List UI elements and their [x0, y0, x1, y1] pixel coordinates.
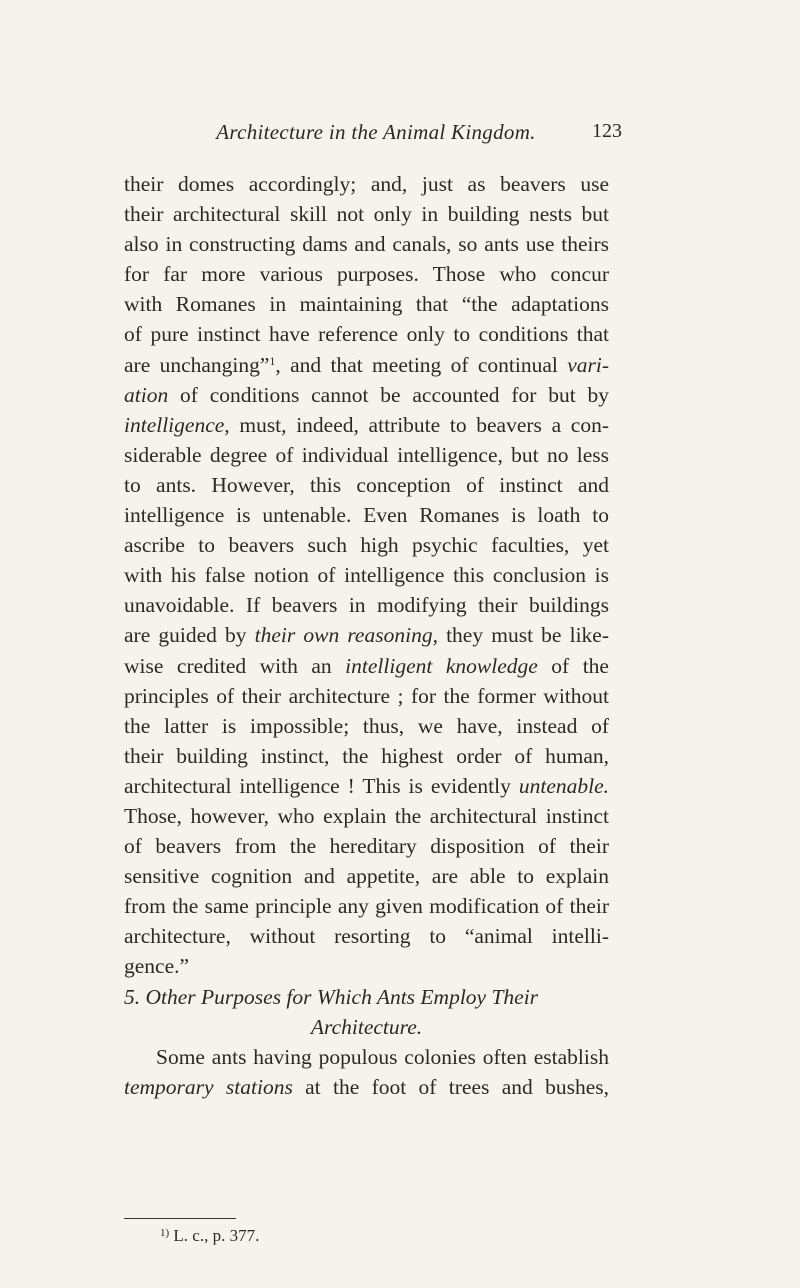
text-line: their architectural skill not only in building nests but [124, 202, 609, 227]
text-line: are guided by their own reasoning, they must be like- [124, 623, 609, 648]
footnote-reference: 1 [269, 353, 276, 368]
text-line: principles of their architecture ; for the former without [124, 683, 609, 708]
text-line: with his false notion of intelligence this conclusion is [124, 563, 609, 588]
text-line: to ants. However, this conception of instinct and [124, 472, 609, 497]
text-line: intelligence is untenable. Even Romanes is loath to [124, 503, 609, 528]
text-line: intelligence, must, indeed, attribute to beavers a con- [124, 412, 609, 437]
text-line: from the same principle any given modification of their [124, 894, 609, 919]
text-line: their building instinct, the highest order of human, [124, 743, 609, 768]
text-line: ation of conditions cannot be accounted for but by [124, 382, 609, 407]
text-line: the latter is impossible; thus, we have, instead of [124, 713, 609, 738]
text-line: sensitive cognition and appetite, are able to explain [124, 864, 609, 889]
text-line: unavoidable. If beavers in modifying their buildings [124, 593, 609, 618]
text-line: of pure instinct have reference only to conditions that [124, 322, 609, 347]
footnote-rule [124, 1218, 236, 1219]
text-line: architecture, without resorting to “animal intelli- [124, 924, 609, 949]
text-line: temporary stations at the foot of trees and bushes, [124, 1074, 609, 1099]
text-line: architectural intelligence ! This is evidently untenable. [124, 773, 610, 798]
text-line: for far more various purposes. Those who concur [124, 262, 609, 287]
body-text [124, 169, 609, 1102]
page-number: 123 [592, 120, 622, 142]
text-line: their domes accordingly; and, just as beavers use [124, 172, 609, 196]
running-head: Architecture in the Animal Kingdom. [216, 120, 536, 144]
text-line: Some ants having populous colonies often establish [156, 1044, 609, 1069]
text-line: of beavers from the hereditary disposition of their [124, 834, 609, 859]
text-line: ascribe to beavers such high psychic faculties, yet [124, 533, 609, 558]
text-line: gence.” [124, 954, 190, 979]
section-heading: 5. Other Purposes for Which Ants Employ Their [124, 984, 539, 1009]
text-line: also in constructing dams and canals, so ants use theirs [124, 232, 609, 257]
text-line: are unchanging”$^1$, and that meeting of continual vari- [124, 352, 609, 377]
text-line: with Romanes in maintaining that “the adaptations [124, 292, 609, 317]
text-line: Those, however, who explain the architectural instinct [124, 803, 609, 828]
footnote: $^{1)}$ L. c., p. 377. [160, 1226, 260, 1245]
text-line: wise credited with an intelligent knowledge of the [124, 653, 609, 678]
text-line: siderable degree of individual intelligence, but no less [124, 442, 609, 467]
section-heading-continued: Architecture. [310, 1014, 423, 1039]
